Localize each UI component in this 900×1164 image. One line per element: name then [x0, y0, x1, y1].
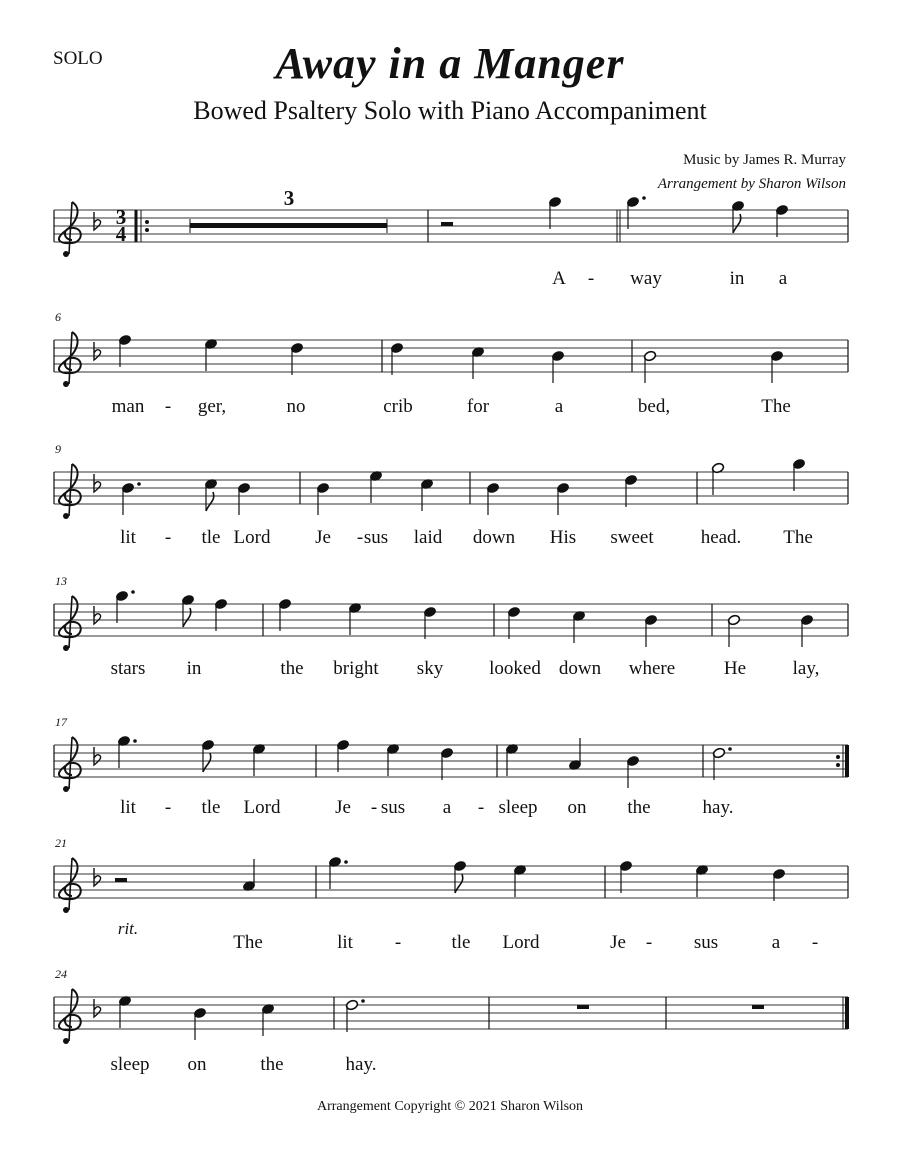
lyric-syllable: sleep: [498, 797, 538, 818]
ritardando-mark: rit.: [117, 919, 139, 938]
note: [115, 590, 134, 623]
note: [348, 602, 361, 635]
lyric-syllable: tle: [451, 932, 471, 953]
note: [551, 350, 564, 383]
flat-key-signature: [94, 868, 101, 886]
lyric-syllable: sus: [363, 527, 389, 548]
song-subtitle: Bowed Psaltery Solo with Piano Accompaniment: [193, 96, 707, 125]
note: [193, 1007, 206, 1040]
lyric-syllable: Je: [610, 932, 626, 953]
lyric-syllable: Lord: [243, 797, 281, 818]
note: [800, 614, 813, 647]
half-rest: [115, 878, 127, 882]
lyric-syllable: way: [630, 268, 662, 289]
lyric-syllable: He: [723, 658, 747, 679]
measure-number: 13: [55, 574, 67, 588]
note: [626, 196, 645, 229]
lyric-syllable: a: [778, 268, 788, 289]
note: [513, 864, 526, 897]
augmentation-dot: [361, 999, 365, 1003]
note: [242, 859, 255, 892]
measure-number: 24: [55, 967, 67, 981]
note: [770, 350, 783, 383]
staff-system: [54, 442, 848, 548]
lyric-syllable: laid: [413, 527, 443, 548]
half-rest: [441, 222, 453, 226]
lyric-syllable: for: [466, 396, 490, 417]
note: [386, 743, 399, 776]
note: [121, 482, 140, 515]
treble-clef-tail: [63, 381, 69, 387]
composer-credit: Music by James R. Murray: [683, 152, 846, 168]
note: [712, 747, 731, 780]
note: [423, 606, 436, 639]
note: [369, 470, 382, 503]
lyric-syllable: tle: [201, 527, 221, 548]
note: [568, 738, 581, 771]
lyric-syllable: sleep: [110, 1054, 150, 1075]
copyright-notice: Arrangement Copyright © 2021 Sharon Wilson: [316, 1099, 584, 1114]
repeat-dot: [836, 755, 840, 759]
lyric-syllable: a: [442, 797, 452, 818]
note: [624, 474, 637, 507]
song-title: Away in a Manger: [275, 39, 625, 88]
augmentation-dot: [131, 590, 135, 594]
flat-key-signature: [94, 606, 101, 624]
note: [792, 458, 805, 491]
note: [252, 743, 265, 776]
treble-clef-tail: [63, 645, 69, 651]
measure-number: 9: [55, 442, 61, 456]
final-barline-thick: [845, 745, 849, 777]
lyric-syllable: the: [280, 658, 304, 679]
lyric-syllable: -: [811, 932, 819, 953]
note: [204, 478, 217, 511]
note: [214, 598, 227, 631]
lyric-syllable: man: [111, 396, 145, 417]
note: [117, 735, 136, 768]
lyric-syllable: His: [549, 527, 577, 548]
multimeasure-rest-count: 3: [283, 186, 295, 210]
lyric-syllable: lit: [120, 797, 136, 818]
lyric-syllable: The: [761, 396, 791, 417]
note: [316, 482, 329, 515]
note: [261, 1003, 274, 1036]
lyric-syllable: -: [587, 268, 595, 289]
lyric-syllable: down: [558, 658, 602, 679]
lyric-syllable: -: [477, 797, 485, 818]
lyric-syllable: -: [356, 527, 364, 548]
lyric-syllable: ger,: [197, 396, 227, 417]
note: [507, 606, 520, 639]
note: [181, 594, 194, 627]
note: [727, 614, 740, 647]
treble-clef-tail: [63, 513, 69, 519]
lyric-syllable: on: [567, 797, 587, 818]
time-signature-top: 3: [115, 205, 127, 229]
lyric-syllable: looked: [489, 658, 541, 679]
note: [711, 462, 724, 495]
note: [278, 598, 291, 631]
eighth-flag: [206, 492, 214, 511]
augmentation-dot: [133, 739, 137, 743]
lyric-syllable: sweet: [610, 527, 654, 548]
note: [390, 342, 403, 375]
lyric-syllable: A: [552, 268, 566, 289]
lyric-syllable: -: [370, 797, 378, 818]
whole-rest: [752, 1005, 764, 1009]
lyric-syllable: Lord: [233, 527, 271, 548]
augmentation-dot: [642, 196, 646, 200]
lyric-syllable: hay.: [702, 797, 734, 818]
note: [118, 995, 131, 1028]
note: [345, 999, 364, 1032]
staff-system: [54, 715, 849, 818]
note: [328, 856, 347, 889]
note: [204, 338, 217, 371]
staff-system: [54, 574, 848, 679]
measure-number: 21: [55, 836, 67, 850]
lyric-syllable: Je: [315, 527, 331, 548]
note: [731, 200, 744, 233]
flat-key-signature: [94, 212, 101, 230]
lyric-syllable: bed,: [637, 396, 671, 417]
note: [440, 747, 453, 780]
repeat-dot: [145, 220, 149, 224]
lyric-syllable: Lord: [502, 932, 540, 953]
lyric-syllable: hay.: [345, 1054, 377, 1075]
flat-key-signature: [94, 747, 101, 765]
staff-system: [54, 967, 849, 1075]
lyric-syllable: lay,: [792, 658, 820, 679]
treble-clef-tail: [63, 786, 69, 792]
note: [290, 342, 303, 375]
lyric-syllable: -: [645, 932, 653, 953]
staff-system: [54, 310, 848, 417]
lyric-syllable: lit: [337, 932, 353, 953]
lyric-syllable: sus: [380, 797, 406, 818]
note: [118, 334, 131, 367]
lyric-syllable: -: [164, 527, 172, 548]
lyric-syllable: on: [187, 1054, 207, 1075]
time-signature-bottom: 4: [115, 222, 127, 246]
note: [548, 196, 561, 229]
note: [556, 482, 569, 515]
note: [695, 864, 708, 897]
note: [505, 743, 518, 776]
lyric-syllable: bright: [333, 658, 379, 679]
lyric-syllable: crib: [383, 396, 413, 417]
note: [626, 755, 639, 788]
lyric-syllable: -: [164, 396, 172, 417]
note: [572, 610, 585, 643]
augmentation-dot: [344, 860, 348, 864]
note: [201, 739, 214, 772]
lyric-syllable: sky: [416, 658, 444, 679]
note: [453, 860, 466, 893]
lyric-syllable: no: [286, 396, 306, 417]
lyric-syllable: a: [554, 396, 564, 417]
eighth-flag: [733, 214, 741, 233]
lyric-syllable: the: [260, 1054, 284, 1075]
measure-number: 6: [55, 310, 61, 324]
lyric-syllable: in: [729, 268, 745, 289]
augmentation-dot: [728, 747, 732, 751]
flat-key-signature: [94, 474, 101, 492]
final-barline-thick: [845, 997, 849, 1029]
note: [643, 350, 656, 383]
treble-clef-tail: [63, 1038, 69, 1044]
staff-system: [54, 836, 848, 953]
note: [775, 204, 788, 237]
note: [772, 868, 785, 901]
note: [471, 346, 484, 379]
lyric-syllable: where: [628, 658, 676, 679]
repeat-dot: [836, 763, 840, 767]
augmentation-dot: [137, 482, 141, 486]
lyric-syllable: the: [627, 797, 651, 818]
whole-rest: [577, 1005, 589, 1009]
lyric-syllable: a: [771, 932, 781, 953]
flat-key-signature: [94, 342, 101, 360]
lyric-syllable: sus: [693, 932, 719, 953]
note: [619, 860, 632, 893]
lyric-syllable: down: [472, 527, 516, 548]
lyric-syllable: tle: [201, 797, 221, 818]
lyric-syllable: head.: [700, 527, 742, 548]
eighth-flag: [183, 608, 191, 627]
repeat-dot: [145, 228, 149, 232]
lyric-syllable: The: [783, 527, 813, 548]
lyric-syllable: lit: [120, 527, 136, 548]
lyric-syllable: Je: [335, 797, 351, 818]
note: [237, 482, 250, 515]
flat-key-signature: [94, 999, 101, 1017]
multimeasure-rest: [190, 223, 387, 228]
measure-number: 17: [55, 715, 67, 729]
note: [486, 482, 499, 515]
treble-clef-tail: [63, 907, 69, 913]
lyric-syllable: in: [186, 658, 202, 679]
lyric-syllable: The: [233, 932, 263, 953]
note: [644, 614, 657, 647]
note: [420, 478, 433, 511]
lyric-syllable: stars: [110, 658, 146, 679]
lyric-syllable: -: [164, 797, 172, 818]
treble-clef-tail: [63, 251, 69, 257]
lyric-syllable: -: [394, 932, 402, 953]
note: [336, 739, 349, 772]
staff-system: [54, 186, 848, 289]
part-label: SOLO: [53, 48, 103, 69]
arranger-credit: Arrangement by Sharon Wilson: [657, 176, 846, 192]
